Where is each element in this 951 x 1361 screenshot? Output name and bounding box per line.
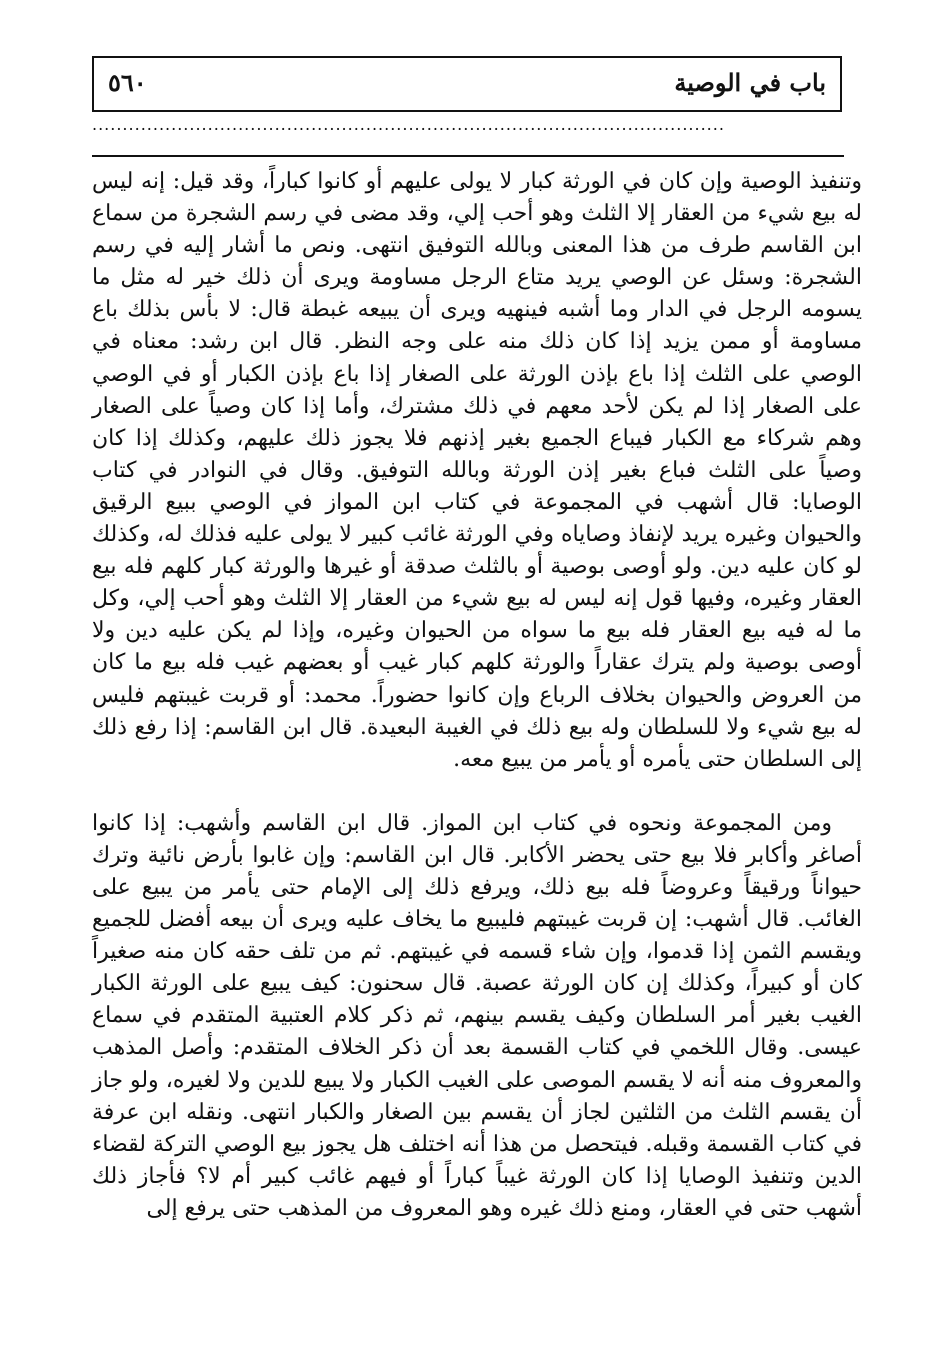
running-header xyxy=(92,56,842,112)
chapter-title: باب في الوصية xyxy=(674,68,826,97)
dotted-separator: ........................................................................................................ xyxy=(92,118,725,132)
horizontal-rule xyxy=(92,155,844,157)
page-number: ٥٦٠ xyxy=(108,68,147,97)
paragraph-2: ومن المجموعة ونحوه في كتاب ابن المواز. قال ابن القاسم وأشهب: إذا كانوا أصاغر وأكابر فلا بيع حتى يحضر الأكابر. قال ابن القاسم: وإن غابوا بأرض نائية وترك حيواناً ورقيقاً وعروضاً فله بيع ذلك، ويرفع ذلك إلى الإمام حتى يأمر من يبيع على الغائب. قال أشهب: إن قربت غيبتهم فليبيع ما يخاف عليه ويرى أن بيعه أفضل للجميع ويقسم الثمن إذا قدموا، وإن شاء قسمه في غيبتهم. ثم من تلف حقه كان منه صغيراً كان أو كبيراً، وكذلك إن كان الورثة عصبة. قال سحنون: كيف يبيع على الورثة الكبار الغيب بغير أمر السلطان وكيف يقسم بينهم، ثم ذكر كلام العتبية المتقدم في سماع عيسى. وقال اللخمي في كتاب القسمة بعد أن ذكر الخلاف المتقدم: وأصل المذهب والمعروف منه أنه لا يقسم الموصى على الغيب الكبار ولا يبيع للدين ولا لغيره، ولو جاز أن يقسم الثلث من الثلثين لجاز أن يقسم بين الصغار والكبار انتهى. ونقله ابن عرفة في كتاب القسمة وقبله. فيتحصل من هذا أنه اختلف هل يجوز بيع الوصي التركة لقضاء الدين وتنفيذ الوصايا إذا كان الورثة غيباً كباراً أو فيهم غائب كبير أم لا؟ فأجاز ذلك أشهب حتى في العقار، ومنع ذلك غيره وهو المعروف من المذهب حتى يرفع إلى xyxy=(92,810,862,1221)
paragraph-1: وتنفيذ الوصية وإن كان في الورثة كبار لا يولى عليهم أو كانوا كباراً، وقد قيل: إنه ليس له بيع شيء من العقار إلا الثلث وهو أحب إلي، وقد مضى في رسم الشجرة من سماع ابن القاسم طرف من هذا المعنى وبالله التوفيق انتهى. ونص ما أشار إليه في رسم الشجرة: وسئل عن الوصي يريد متاع الرجل مساومة ويرى أن ذلك خير له مثل ما يسومه الرجل في الدار وما أشبه فينهيه ويرى أن يبيعه غبطة قال: لا بأس بذلك باع مساومة أو ممن يزيد إذا كان ذلك منه على وجه النظر. قال ابن رشد: معناه في الوصي على الثلث إذا باع بإذن الورثة على الصغار إذا باع بإذن الكبار أو في الوصي على الصغار إذا لم يكن لأحد معهم في ذلك مشترك، وأما إذا كان وصياً على الصغار وهم شركاء مع الكبار فيباع الجميع بغير إذنهم فلا يجوز ذلك عليهم، وكذلك إذا كان وصياً على الثلث فباع بغير إذن الورثة وبالله التوفيق. وقال في النوادر في كتاب الوصايا: قال أشهب في المجموعة في كتاب ابن المواز في الوصي ببيع الرقيق والحيوان وغيره يريد لإنفاذ وصاياه وفي الورثة غائب كبير لا يولى عليه فذلك له، وكذلك لو كان عليه دين. ولو أوصى بوصية أو بالثلث صدقة أو غيرها والورثة كبار كلهم فله بيع العقار وغيره، وفيها قول إنه ليس له بيع شيء من العقار إلا الثلث وهو أحب إلي، وكل ما له فيه بيع العقار فله بيع ما سواه من الحيوان وغيره، وإذا لم يكن عليه دين ولا أوصى بوصية ولم يترك عقاراً والورثة كلهم كبار غيب أو بعضهم غيب فله بيع ما كان من العروض والحيوان بخلاف الرباع وإن كانوا حضوراً. محمد: أو قربت غيبتهم فليس له بيع شيء ولا للسلطان وله بيع ذلك في الغيبة البعيدة. قال ابن القاسم: إذا رفع ذلك إلى السلطان حتى يأمره أو يأمر من يبيع معه. xyxy=(92,169,862,772)
body-text xyxy=(92,166,862,1225)
